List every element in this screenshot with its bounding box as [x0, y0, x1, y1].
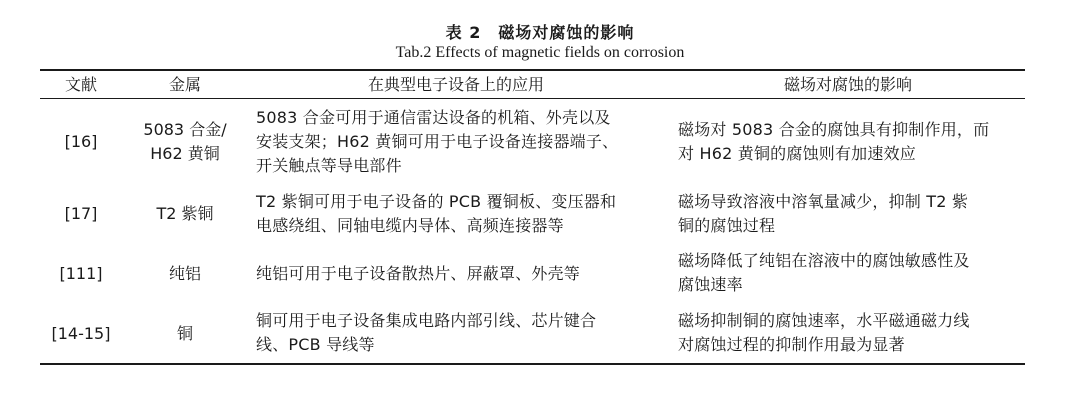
cell-application-line: 铜可用于电子设备集成电路内部引线、芯片键合 [256, 311, 597, 330]
cell-application-line: 线、PCB 导线等 [256, 335, 375, 354]
cell-application-line: T2 紫铜可用于电子设备的 PCB 覆铜板、变压器和 [256, 192, 617, 211]
cell-application-line: 5083 合金可用于通信雷达设备的机箱、外壳以及 [256, 108, 611, 127]
header-reference: 文献 [64, 75, 97, 94]
cell-reference: [17] [64, 204, 98, 223]
cell-metal-line: 铜 [176, 324, 193, 343]
table-caption-chinese: 表 2 磁场对腐蚀的影响 [445, 23, 635, 42]
top-rule [40, 69, 1025, 71]
cell-effect [678, 190, 1023, 238]
cell-metal-line: 5083 合金/ [143, 120, 227, 139]
cell-effect [678, 309, 1023, 357]
header-application: 在典型电子设备上的应用 [367, 75, 544, 94]
cell-effect-line: 对腐蚀过程的抑制作用最为显著 [678, 335, 905, 354]
cell-metal [125, 202, 245, 226]
cell-metal-line: T2 紫铜 [156, 204, 214, 223]
cell-effect [678, 118, 1023, 166]
cell-metal [125, 322, 245, 346]
cell-effect-line: 磁场降低了纯铝在溶液中的腐蚀敏感性及 [678, 251, 970, 270]
cell-reference: [16] [64, 132, 98, 151]
cell-application [256, 190, 666, 238]
cell-effect [678, 249, 1023, 297]
cell-metal-line: H62 黄铜 [150, 144, 220, 163]
header-rule [40, 98, 1025, 99]
cell-application-line: 安装支架；H62 黄铜可用于电子设备连接器端子、 [256, 132, 619, 151]
cell-application [256, 309, 666, 357]
bottom-rule [40, 363, 1025, 365]
cell-effect-line: 磁场对 5083 合金的腐蚀具有抑制作用，而 [678, 120, 990, 139]
cell-reference: [111] [59, 264, 103, 283]
cell-effect-line: 磁场抑制铜的腐蚀速率，水平磁通磁力线 [678, 311, 970, 330]
cell-effect-line: 腐蚀速率 [678, 275, 743, 294]
cell-application-line: 开关触点等导电部件 [256, 156, 402, 175]
cell-application-line: 电感绕组、同轴电缆内导体、高频连接器等 [256, 216, 564, 235]
header-metal: 金属 [168, 75, 201, 94]
table-caption-english: Tab.2 Effects of magnetic fields on corrosion [395, 44, 685, 61]
cell-effect-line: 磁场导致溶液中溶氧量减少，抑制 T2 紫 [678, 192, 969, 211]
cell-application [256, 262, 666, 286]
cell-application [256, 106, 666, 178]
cell-effect-line: 铜的腐蚀过程 [678, 216, 776, 235]
header-effect: 磁场对腐蚀的影响 [783, 75, 912, 94]
cell-metal [125, 262, 245, 286]
cell-application-line: 纯铝可用于电子设备散热片、屏蔽罩、外壳等 [256, 264, 581, 283]
cell-metal [125, 118, 245, 166]
cell-metal-line: 纯铝 [168, 264, 201, 283]
cell-effect-line: 对 H62 黄铜的腐蚀则有加速效应 [678, 144, 916, 163]
cell-reference: [14-15] [51, 324, 111, 343]
